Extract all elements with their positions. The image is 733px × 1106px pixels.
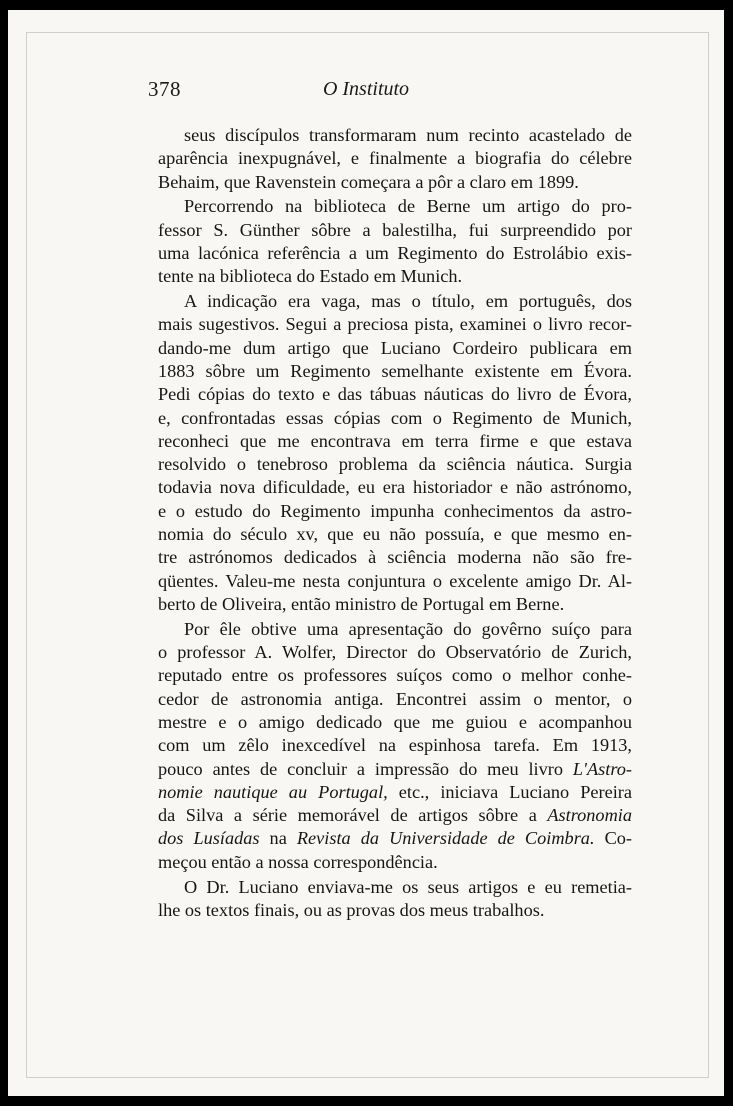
- italic-text: Astronomia: [547, 805, 632, 826]
- text-line: [158, 219, 632, 242]
- text-line: [158, 758, 632, 781]
- text-line: [158, 570, 632, 593]
- running-title: O Instituto: [322, 78, 410, 100]
- text-line: [158, 337, 632, 360]
- paragraph: [158, 124, 632, 194]
- text-run: mais sugestivos. Segui a preciosa pista, examinei o livro recor-: [158, 314, 632, 335]
- text-run: dando-me dum artigo que Luciano Cordeiro publicara em: [158, 337, 632, 358]
- page-header: [148, 77, 584, 107]
- text-line: [158, 383, 632, 406]
- text-run: etc., iniciava Luciano Pereira: [387, 781, 632, 802]
- paragraph: [158, 290, 632, 616]
- page-number: 378: [148, 77, 181, 101]
- text-line: [158, 171, 632, 194]
- text-run: aparência inexpugnável, e finalmente a biografia do célebre: [158, 148, 632, 169]
- text-line: [158, 688, 632, 711]
- text-line: [158, 734, 632, 757]
- text-run: reputado entre os professores suíços como o melhor conhe-: [158, 665, 632, 686]
- text-run: e, confrontadas essas cópias com o Regimento de Munich,: [158, 407, 632, 428]
- text-line: [158, 407, 632, 430]
- text-line: [158, 430, 632, 453]
- body-text: [158, 124, 632, 922]
- book-page: [8, 10, 724, 1096]
- text-line: [158, 664, 632, 687]
- text-run: A indicação era vaga, mas o título, em português, dos: [184, 291, 632, 312]
- text-line: [158, 195, 632, 218]
- text-run: meçou então a nossa correspondência.: [158, 851, 438, 872]
- text-run: O Dr. Luciano enviava-me os seus artigos e eu remetia-: [184, 876, 632, 897]
- text-line: [158, 804, 632, 827]
- text-run: seus discípulos transformaram num recinto acastelado de: [184, 125, 632, 145]
- text-line: [158, 360, 632, 383]
- text-line: [158, 618, 632, 641]
- text-line: [158, 546, 632, 569]
- text-run: na: [259, 828, 297, 849]
- text-line: [158, 147, 632, 170]
- text-line: [158, 899, 632, 922]
- text-run: reconheci que me encontrava em terra firme e que estava: [158, 430, 632, 451]
- text-line: [158, 313, 632, 336]
- italic-text: Revista da Universidade de Coimbra.: [296, 828, 595, 849]
- italic-text: nomie nautique au Portugal,: [158, 781, 388, 802]
- text-line: [158, 242, 632, 265]
- text-run: Pedi cópias do texto e das tábuas náuticas do livro de Évora,: [158, 384, 632, 405]
- text-run: com um zêlo inexcedível na espinhosa tarefa. Em 1913,: [158, 735, 632, 756]
- text-line: [158, 781, 632, 804]
- text-run: lhe os textos finais, ou as provas dos meus trabalhos.: [158, 899, 545, 920]
- text-run: pouco antes de concluir a impressão do meu livro: [158, 758, 573, 779]
- text-line: [158, 453, 632, 476]
- text-line: [158, 851, 632, 874]
- text-run: Por êle obtive uma apresentação do govêrno suíço para: [184, 618, 632, 639]
- text-run: resolvido o tenebroso problema da sciência náutica. Surgia: [158, 454, 632, 475]
- text-run: tente na biblioteca do Estado em Munich.: [158, 266, 463, 287]
- text-run: mestre e o amigo dedicado que me guiou e acompanhou: [158, 711, 632, 732]
- text-run: tre astrónomos dedicados à sciência moderna não são fre-: [158, 547, 632, 568]
- italic-text: L'Astro-: [572, 758, 632, 779]
- text-line: [158, 290, 632, 313]
- text-run: fessor S. Günther sôbre a balestilha, fui surpreendido por: [158, 219, 632, 240]
- text-run: cedor de astronomia antiga. Encontrei assim o mentor, o: [158, 688, 632, 709]
- text-line: [158, 523, 632, 546]
- text-line: [158, 124, 632, 147]
- text-line: [158, 593, 632, 616]
- paragraph: [158, 195, 632, 288]
- text-run: e o estudo do Regimento impunha conhecimentos da astro-: [158, 500, 632, 521]
- text-line: [158, 641, 632, 664]
- italic-text: dos Lusíadas: [158, 828, 260, 849]
- text-run: Percorrendo na biblioteca de Berne um artigo do pro-: [184, 196, 632, 217]
- text-line: [158, 827, 632, 850]
- text-line: [158, 500, 632, 523]
- text-line: [158, 476, 632, 499]
- text-run: da Silva a série memorável de artigos sôbre a: [158, 805, 548, 826]
- text-run: todavia nova dificuldade, eu era historiador e não astrónomo,: [158, 477, 632, 498]
- text-run: berto de Oliveira, então ministro de Portugal em Berne.: [158, 593, 565, 614]
- text-run: uma lacónica referência a um Regimento do Estrolábio exis-: [158, 242, 632, 263]
- text-line: [158, 265, 632, 288]
- text-run: Behaim, que Ravenstein começara a pôr a claro em 1899.: [158, 171, 579, 192]
- paragraph: [158, 876, 632, 923]
- text-run: 1883 sôbre um Regimento semelhante existente em Évora.: [158, 360, 632, 381]
- text-run: nomia do século xv, que eu não possuía, e que mesmo en-: [158, 524, 632, 545]
- text-run: qüentes. Valeu-me nesta conjuntura o excelente amigo Dr. Al-: [158, 570, 632, 591]
- text-line: [158, 876, 632, 899]
- paragraph: [158, 618, 632, 874]
- text-line: [158, 711, 632, 734]
- text-run: o professor A. Wolfer, Director do Observatório de Zurich,: [158, 642, 632, 663]
- text-run: Co-: [594, 828, 632, 849]
